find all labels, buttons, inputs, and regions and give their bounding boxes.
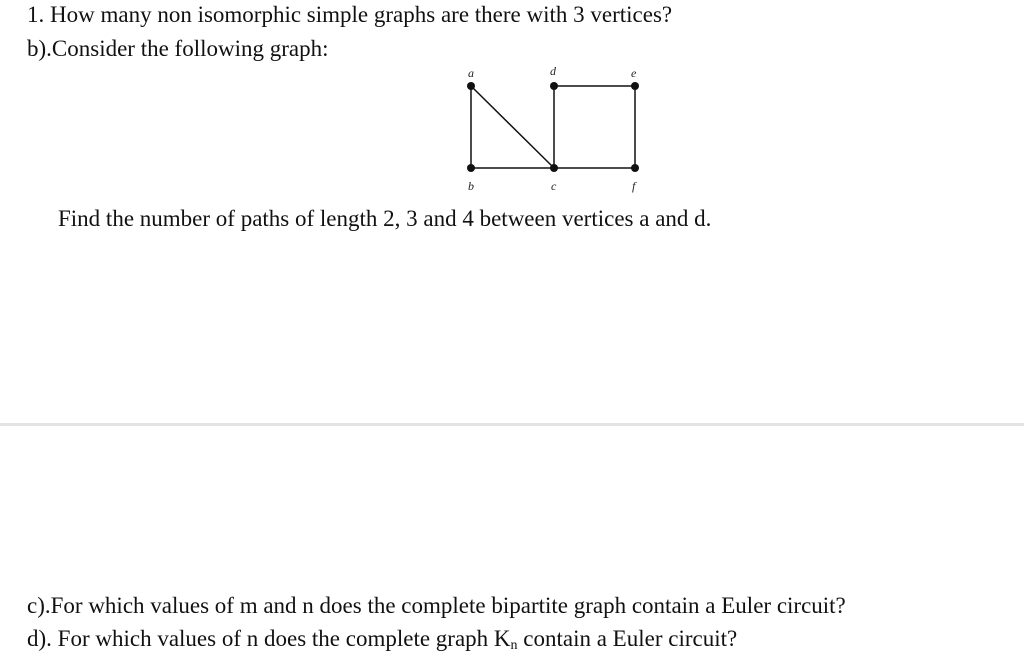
vertex-a bbox=[467, 82, 475, 90]
question-d bbox=[27, 625, 737, 657]
question-b-intro: b).Consider the following graph: bbox=[27, 36, 329, 61]
vertex-label-a: a bbox=[468, 66, 474, 80]
section-divider bbox=[0, 423, 1024, 426]
vertex-label-e: e bbox=[631, 66, 637, 80]
vertex-d bbox=[550, 82, 558, 90]
question-d-text-end: contain a Euler circuit? bbox=[517, 626, 738, 651]
question-c: c).For which values of m and n does the complete bipartite graph contain a Euler circuit? bbox=[27, 593, 846, 618]
vertex-label-c: c bbox=[551, 179, 557, 193]
edge-a-c bbox=[471, 86, 554, 168]
vertex-label-f: f bbox=[632, 179, 636, 193]
vertex-b bbox=[467, 164, 475, 172]
question-d-subscript: n bbox=[510, 638, 518, 653]
question-d-text-start: d). For which values of n does the complete graph K bbox=[27, 626, 511, 651]
vertex-f bbox=[631, 164, 639, 172]
vertex-label-b: b bbox=[468, 179, 474, 193]
vertex-c bbox=[550, 164, 558, 172]
vertex-e bbox=[631, 82, 639, 90]
vertex-label-d: d bbox=[550, 64, 556, 78]
question-1: 1. How many non isomorphic simple graphs are there with 3 vertices? bbox=[27, 2, 673, 27]
question-b-task: Find the number of paths of length 2, 3 and 4 between vertices a and d. bbox=[58, 206, 712, 231]
graph-figure bbox=[440, 58, 660, 198]
